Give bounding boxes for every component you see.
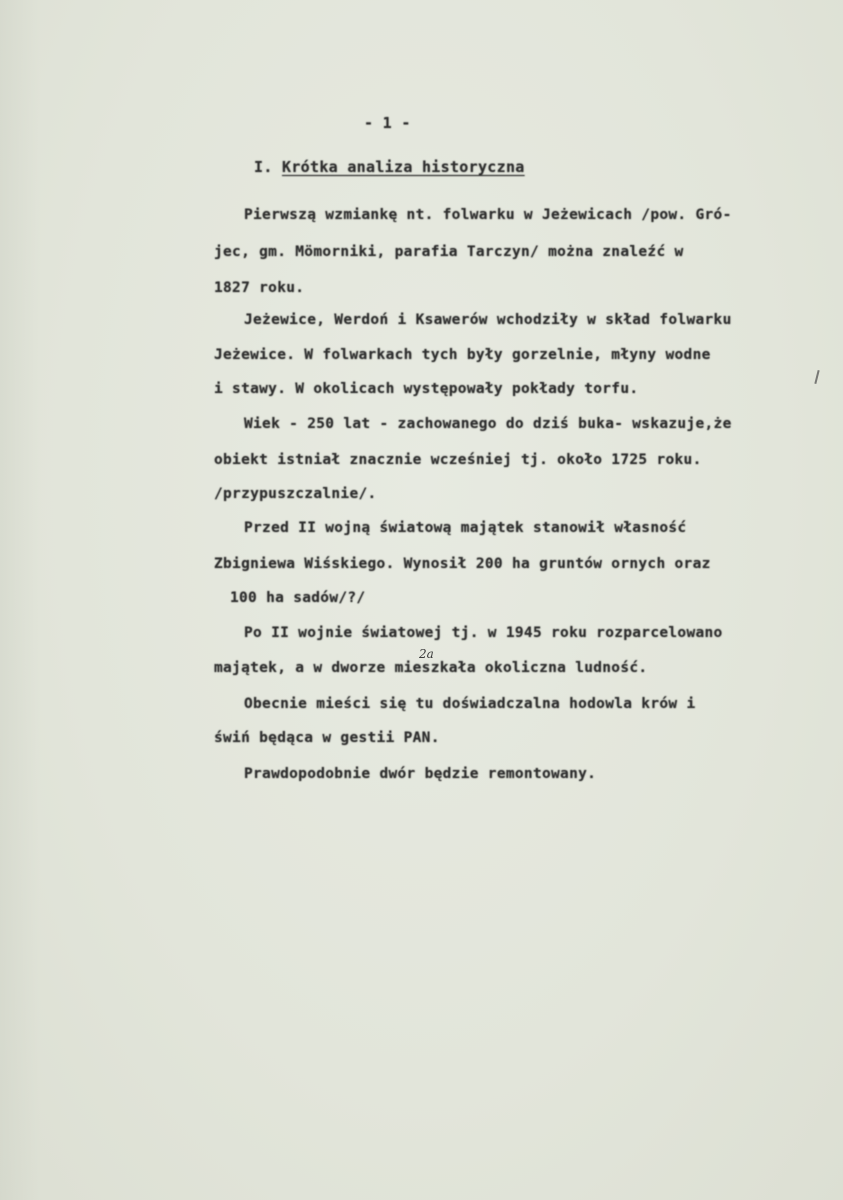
section-number: I. (254, 158, 273, 176)
text-line: Jeżewice, Werdoń i Ksawerów wchodziły w skład folwarku (244, 312, 732, 328)
text-line: Przed II wojną światową majątek stanowił własność (244, 520, 687, 536)
section-title: Krótka analiza historyczna (282, 158, 525, 176)
text-line: Po II wojnie światowej tj. w 1945 roku rozparcelowano (244, 625, 723, 641)
text-line: Jeżewice. W folwarkach tych były gorzelnie, młyny wodne (214, 347, 711, 363)
page-edge-shadow (0, 0, 40, 1200)
text-line: majątek, a w dworze mieszkała okoliczna ludność. (214, 660, 648, 676)
margin-mark (814, 370, 819, 384)
text-line: /przypuszczalnie/. (214, 486, 377, 502)
text-line: Zbigniewa Wiśskiego. Wynosił 200 ha gruntów ornych oraz (214, 556, 711, 572)
page-number: - 1 - (364, 114, 411, 132)
text-line: Obecnie mieści się tu doświadczalna hodowla krów i (244, 696, 696, 712)
text-line: obiekt istniał znacznie wcześniej tj. około 1725 roku. (214, 452, 702, 468)
text-line: i stawy. W okolicach występowały pokłady torfu. (214, 381, 639, 397)
text-line: świń będąca w gestii PAN. (214, 730, 440, 746)
text-line: 100 ha sadów/?/ (230, 590, 366, 606)
text-line: Wiek - 250 lat - zachowanego do dziś buka- wskazuje,że (244, 416, 732, 432)
section-heading (254, 158, 525, 176)
text-line: Prawdopodobnie dwór będzie remontowany. (244, 766, 597, 782)
text-line: jec, gm. Mömorniki, parafia Tarczyn/ można znaleźć w (214, 244, 684, 260)
text-line: 1827 roku. (214, 280, 305, 296)
handwritten-annotation: 2a (419, 647, 434, 661)
text-line: Pierwszą wzmiankę nt. folwarku w Jeżewicach /pow. Gró- (244, 207, 732, 223)
